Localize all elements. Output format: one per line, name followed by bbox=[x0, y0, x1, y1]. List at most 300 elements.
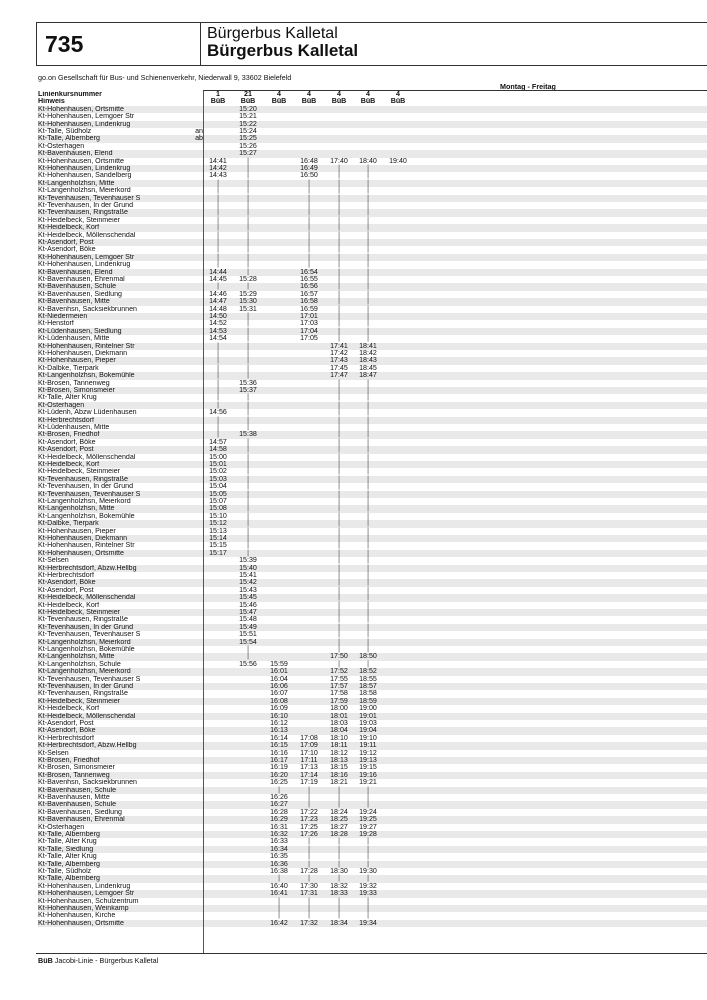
stop-name: Kt-Hohenhausen, Rintelner Str bbox=[38, 342, 135, 350]
pass-through-mark: | bbox=[338, 548, 340, 557]
pass-through-mark: | bbox=[367, 467, 369, 476]
departure-time: 19:34 bbox=[359, 918, 377, 927]
departure-time: 16:26 bbox=[270, 793, 288, 801]
pass-through-mark: | bbox=[338, 334, 340, 343]
departure-time: 17:04 bbox=[300, 326, 318, 335]
pass-through-mark: | bbox=[367, 326, 369, 335]
table-row bbox=[38, 394, 707, 401]
stop-name: Kt-Hohenhausen, Weinkamp bbox=[38, 905, 129, 912]
stop-name: Kt-Tevenhausen, In der Grund bbox=[38, 202, 134, 209]
table-row bbox=[38, 905, 707, 912]
pass-through-mark: | bbox=[278, 896, 280, 905]
pass-through-mark: | bbox=[338, 201, 340, 209]
departure-time: 14:43 bbox=[209, 171, 227, 180]
pass-through-mark: | bbox=[247, 400, 249, 409]
table-row bbox=[38, 239, 707, 246]
departure-time: 17:14 bbox=[300, 770, 318, 779]
run-note: BüB bbox=[360, 97, 376, 106]
departure-time: 18:03 bbox=[330, 719, 348, 727]
stop-name: Kt-Hohenhausen, Lindenkrug bbox=[38, 120, 131, 128]
departure-time: 16:10 bbox=[270, 711, 288, 720]
table-row bbox=[38, 135, 707, 142]
table-row bbox=[38, 417, 707, 424]
departure-time: 16:14 bbox=[270, 733, 288, 742]
pass-through-mark: | bbox=[367, 585, 369, 594]
pass-through-mark: | bbox=[338, 852, 340, 861]
departure-time: 17:10 bbox=[300, 748, 318, 757]
departure-time: 16:15 bbox=[270, 741, 288, 750]
stop-name: Kt-Hohenhausen, Lindenkrug bbox=[38, 261, 131, 269]
departure-time: 14:42 bbox=[209, 164, 227, 172]
stop-name: Kt-Hohenhausen, Lemgoer Str bbox=[38, 253, 135, 261]
pass-through-mark: | bbox=[367, 393, 369, 402]
table-row bbox=[38, 372, 707, 379]
pass-through-mark: | bbox=[367, 645, 369, 653]
pass-through-mark: | bbox=[338, 230, 340, 239]
departure-time: 18:16 bbox=[330, 770, 348, 779]
pass-through-mark: | bbox=[308, 230, 310, 239]
stop-name: Kt-Hohenhausen, Schulzentrum bbox=[38, 897, 139, 905]
table-row bbox=[38, 483, 707, 490]
pass-through-mark: | bbox=[247, 201, 249, 209]
pass-through-mark: | bbox=[247, 334, 249, 343]
stop-name: Kt-Talle, Albernberg bbox=[38, 831, 100, 838]
stop-name: Kt-Asendorf, Post bbox=[38, 239, 94, 246]
table-row bbox=[38, 890, 707, 897]
pass-through-mark: | bbox=[367, 334, 369, 343]
pass-through-mark: | bbox=[247, 312, 249, 320]
pass-through-mark: | bbox=[338, 630, 340, 639]
stop-name: Kt-Osterhagen bbox=[38, 142, 85, 150]
pass-through-mark: | bbox=[308, 245, 310, 254]
pass-through-mark: | bbox=[367, 408, 369, 417]
pass-through-mark: | bbox=[367, 282, 369, 291]
pass-through-mark: | bbox=[247, 215, 249, 224]
table-row bbox=[38, 172, 707, 179]
pass-through-mark: | bbox=[217, 215, 219, 224]
departure-time: 18:27 bbox=[330, 822, 348, 831]
pass-through-mark: | bbox=[247, 171, 249, 180]
stop-name: Kt-Tevenhausen, In der Grund bbox=[38, 483, 134, 491]
pass-through-mark: | bbox=[338, 252, 340, 261]
pass-through-mark: | bbox=[247, 511, 249, 520]
pass-through-mark: | bbox=[308, 201, 310, 209]
pass-through-mark: | bbox=[338, 785, 340, 794]
pass-through-mark: | bbox=[367, 896, 369, 905]
stop-name: Kt-Tevenhausen, Ringstraße bbox=[38, 475, 128, 483]
pass-through-mark: | bbox=[308, 193, 310, 202]
departure-time: 16:01 bbox=[270, 667, 288, 676]
stop-name: Kt-Bavenhsn, Sacksiekbrunnen bbox=[38, 305, 137, 313]
stop-name: Kt-Osterhagen bbox=[38, 401, 85, 409]
departure-time: 16:49 bbox=[300, 164, 318, 172]
departure-time: 19:25 bbox=[359, 815, 377, 824]
departure-time: 18:04 bbox=[330, 726, 348, 735]
departure-time: 15:45 bbox=[239, 593, 257, 602]
table-row bbox=[38, 846, 707, 853]
line-number: 735 bbox=[45, 31, 84, 57]
departure-time: 14:41 bbox=[209, 156, 227, 165]
run-number: 21 bbox=[244, 90, 252, 98]
departure-time: 16:12 bbox=[270, 719, 288, 727]
header-row-notes bbox=[38, 98, 707, 105]
departure-time: 16:58 bbox=[300, 297, 318, 306]
departure-time: 18:59 bbox=[359, 696, 377, 705]
pass-through-mark: | bbox=[338, 289, 340, 298]
table-row bbox=[38, 232, 707, 239]
pass-through-mark: | bbox=[308, 837, 310, 846]
stop-name: Kt-Brosen, Simonsmeier bbox=[38, 764, 115, 772]
table-row bbox=[38, 217, 707, 224]
pass-through-mark: | bbox=[338, 223, 340, 232]
pass-through-mark: | bbox=[308, 859, 310, 868]
table-row bbox=[38, 787, 707, 794]
stop-name: Kt-Talle, Alter Krug bbox=[38, 853, 97, 861]
stop-name: Kt-Tevenhausen, In der Grund bbox=[38, 683, 134, 690]
stop-name: Kt-Talle, Alter Krug bbox=[38, 394, 97, 402]
pass-through-mark: | bbox=[338, 645, 340, 653]
departure-time: 18:11 bbox=[330, 741, 348, 750]
departure-time: 14:48 bbox=[209, 304, 227, 313]
pass-through-mark: | bbox=[367, 489, 369, 498]
stop-name: Kt-Bavenhausen, Mitte bbox=[38, 794, 110, 801]
pass-through-mark: | bbox=[367, 837, 369, 846]
pass-through-mark: | bbox=[338, 556, 340, 565]
pass-through-mark: | bbox=[367, 859, 369, 868]
departure-time: 15:39 bbox=[239, 556, 257, 565]
pass-through-mark: | bbox=[367, 430, 369, 439]
table-row bbox=[38, 261, 707, 268]
pass-through-mark: | bbox=[247, 156, 249, 165]
departure-time: 15:41 bbox=[239, 571, 257, 579]
table-row bbox=[38, 461, 707, 468]
departure-time: 15:46 bbox=[239, 600, 257, 609]
pass-through-mark: | bbox=[367, 171, 369, 180]
pass-through-mark: | bbox=[367, 534, 369, 542]
stop-name: Kt-Asendorf, Böke bbox=[38, 438, 96, 446]
pass-through-mark: | bbox=[247, 437, 249, 446]
pass-through-mark: | bbox=[338, 615, 340, 624]
departure-time: 18:47 bbox=[359, 371, 377, 380]
table-row bbox=[38, 446, 707, 453]
departure-time: 17:25 bbox=[300, 822, 318, 831]
departure-time: 15:17 bbox=[209, 548, 227, 557]
table-row bbox=[38, 535, 707, 542]
pass-through-mark: | bbox=[247, 193, 249, 202]
pass-through-mark: | bbox=[367, 245, 369, 254]
departure-time: 18:24 bbox=[330, 807, 348, 816]
stop-name: Kt-Tevenhausen, In der Grund bbox=[38, 623, 134, 631]
pass-through-mark: | bbox=[367, 852, 369, 861]
departure-time: 14:52 bbox=[209, 319, 227, 328]
pass-through-mark: | bbox=[367, 578, 369, 587]
stop-name: Kt-Heidelbeck, Steinmeier bbox=[38, 609, 121, 616]
departure-time: 14:58 bbox=[209, 445, 227, 454]
pass-through-mark: | bbox=[217, 186, 219, 195]
stop-name: Kt-Langenholzhsn, Bokemühle bbox=[38, 646, 135, 653]
pass-through-mark: | bbox=[367, 386, 369, 394]
departure-time: 16:34 bbox=[270, 844, 288, 853]
departure-time: 17:41 bbox=[330, 341, 348, 350]
pass-through-mark: | bbox=[338, 874, 340, 883]
departure-time: 15:27 bbox=[239, 149, 257, 158]
stop-name: Kt-Asendorf, Post bbox=[38, 586, 94, 594]
departure-time: 17:42 bbox=[330, 349, 348, 357]
departure-time: 18:12 bbox=[330, 748, 348, 757]
stop-name: Kt-Bavenhausen, Elend bbox=[38, 150, 113, 158]
departure-time: 19:11 bbox=[359, 741, 377, 750]
departure-time: 15:38 bbox=[239, 430, 257, 439]
pass-through-mark: | bbox=[367, 563, 369, 572]
pass-through-mark: | bbox=[338, 911, 340, 920]
table-row bbox=[38, 306, 707, 313]
pass-through-mark: | bbox=[338, 245, 340, 254]
pass-through-mark: | bbox=[217, 393, 219, 402]
pass-through-mark: | bbox=[247, 445, 249, 454]
stop-name: Kt-Lüdenh, Abzw Lüdenhausen bbox=[38, 409, 137, 417]
run-number: 1 bbox=[216, 90, 220, 98]
stop-name: Kt-Brosen, Friedhof bbox=[38, 757, 100, 764]
table-row bbox=[38, 254, 707, 261]
run-number: 4 bbox=[337, 90, 341, 98]
pass-through-mark: | bbox=[338, 859, 340, 868]
table-row bbox=[38, 187, 707, 194]
departure-time: 14:44 bbox=[209, 267, 227, 276]
departure-time: 18:30 bbox=[330, 867, 348, 875]
pass-through-mark: | bbox=[338, 837, 340, 846]
departure-time: 18:52 bbox=[359, 667, 377, 676]
departure-time: 14:53 bbox=[209, 326, 227, 335]
pass-through-mark: | bbox=[308, 874, 310, 883]
departure-time: 17:50 bbox=[330, 652, 348, 661]
departure-time: 19:40 bbox=[389, 156, 407, 165]
departure-time: 19:28 bbox=[359, 830, 377, 838]
stop-name: Kt-Langenholzhsn, Bokemühle bbox=[38, 372, 135, 380]
pass-through-mark: | bbox=[308, 904, 310, 912]
table-row bbox=[38, 387, 707, 394]
table-row bbox=[38, 165, 707, 172]
table-row bbox=[38, 106, 707, 113]
departure-time: 15:03 bbox=[209, 474, 227, 483]
departure-time: 17:11 bbox=[300, 756, 318, 764]
stop-name: Kt-Heidelbeck, Möllenschendal bbox=[38, 594, 136, 602]
arrival-departure-mark: an bbox=[195, 127, 203, 135]
table-row bbox=[38, 283, 707, 290]
pass-through-mark: | bbox=[247, 452, 249, 461]
pass-through-mark: | bbox=[338, 585, 340, 594]
table-row bbox=[38, 468, 707, 475]
pass-through-mark: | bbox=[217, 230, 219, 239]
stop-name: Kt-Hohenhausen, Diekmann bbox=[38, 350, 128, 357]
pass-through-mark: | bbox=[338, 275, 340, 283]
departure-time: 16:55 bbox=[300, 275, 318, 283]
pass-through-mark: | bbox=[338, 497, 340, 505]
table-row bbox=[38, 246, 707, 253]
departure-time: 18:13 bbox=[330, 756, 348, 764]
note-label: Hinweis bbox=[38, 98, 65, 106]
stop-name: Kt-Herbrechtsdorf bbox=[38, 416, 94, 424]
stop-name: Kt-Brosen, Tannenweg bbox=[38, 379, 110, 387]
departure-time: 19:21 bbox=[359, 778, 377, 787]
pass-through-mark: | bbox=[278, 904, 280, 912]
stop-name: Kt-Bavenhausen, Mitte bbox=[38, 298, 110, 306]
pass-through-mark: | bbox=[247, 548, 249, 557]
pass-through-mark: | bbox=[367, 223, 369, 232]
stop-name: Kt-Brosen, Simonsmeier bbox=[38, 387, 115, 394]
table-row bbox=[38, 594, 707, 601]
pass-through-mark: | bbox=[217, 363, 219, 372]
pass-through-mark: | bbox=[217, 356, 219, 365]
departure-time: 15:47 bbox=[239, 608, 257, 616]
pass-through-mark: | bbox=[308, 896, 310, 905]
pass-through-mark: | bbox=[217, 178, 219, 187]
departure-time: 15:15 bbox=[209, 541, 227, 550]
run-number: 4 bbox=[396, 90, 400, 98]
pass-through-mark: | bbox=[367, 423, 369, 431]
departure-time: 18:58 bbox=[359, 689, 377, 698]
pass-through-mark: | bbox=[338, 452, 340, 461]
pass-through-mark: | bbox=[247, 164, 249, 172]
stop-name: Kt-Langenholzhsn, Mitte bbox=[38, 505, 115, 513]
departure-time: 16:09 bbox=[270, 704, 288, 713]
stop-name: Kt-Bavenhausen, Schule bbox=[38, 786, 117, 794]
pass-through-mark: | bbox=[367, 193, 369, 202]
stop-name: Kt-Talle, Südholz bbox=[38, 128, 92, 135]
run-note: BüB bbox=[210, 97, 226, 106]
pass-through-mark: | bbox=[338, 304, 340, 313]
departure-time: 17:26 bbox=[300, 830, 318, 838]
pass-through-mark: | bbox=[247, 230, 249, 239]
pass-through-mark: | bbox=[338, 541, 340, 550]
departure-time: 19:03 bbox=[359, 719, 377, 727]
departure-time: 14:56 bbox=[209, 408, 227, 417]
stop-name: Kt-Tevenhausen, Tevenhauser S bbox=[38, 675, 141, 683]
stop-name: Kt-Niedermeien bbox=[38, 313, 88, 320]
departure-time: 17:13 bbox=[300, 763, 318, 772]
pass-through-mark: | bbox=[338, 400, 340, 409]
stop-name: Kt-Heidelbeck, Korf bbox=[38, 601, 100, 609]
departure-time: 15:25 bbox=[239, 134, 257, 143]
pass-through-mark: | bbox=[247, 186, 249, 195]
pass-through-mark: | bbox=[308, 178, 310, 187]
stop-name: Kt-Asendorf, Böke bbox=[38, 727, 96, 735]
stop-name: Kt-Heidelbeck, Steinmeier bbox=[38, 216, 121, 224]
pass-through-mark: | bbox=[338, 460, 340, 468]
pass-through-mark: | bbox=[338, 526, 340, 535]
stop-name: Kt-Bavenhausen, Siedlung bbox=[38, 290, 123, 298]
departure-time: 17:19 bbox=[300, 778, 318, 787]
stop-name: Kt-Heidelbeck, Korf bbox=[38, 461, 100, 468]
pass-through-mark: | bbox=[217, 415, 219, 424]
stop-name: Kt-Brosen, Friedhof bbox=[38, 431, 100, 439]
pass-through-mark: | bbox=[247, 482, 249, 491]
departure-time: 14:50 bbox=[209, 312, 227, 320]
pass-through-mark: | bbox=[247, 534, 249, 542]
departure-time: 15:26 bbox=[239, 141, 257, 150]
stop-name: Kt-Herbrechtsdorf bbox=[38, 734, 94, 742]
run-number: 4 bbox=[277, 90, 281, 98]
departure-time: 15:29 bbox=[239, 289, 257, 298]
pass-through-mark: | bbox=[247, 489, 249, 498]
departure-time: 16:08 bbox=[270, 696, 288, 705]
departure-time: 16:17 bbox=[270, 756, 288, 764]
departure-time: 17:55 bbox=[330, 674, 348, 683]
pass-through-mark: | bbox=[308, 800, 310, 809]
pass-through-mark: | bbox=[247, 467, 249, 476]
departure-time: 17:09 bbox=[300, 741, 318, 750]
departure-time: 15:28 bbox=[239, 275, 257, 283]
departure-time: 16:16 bbox=[270, 748, 288, 757]
departure-time: 16:32 bbox=[270, 830, 288, 838]
pass-through-mark: | bbox=[278, 911, 280, 920]
stop-name: Kt-Langenholzhsn, Meierkord bbox=[38, 187, 131, 195]
departure-time: 14:57 bbox=[209, 437, 227, 446]
stop-name: Kt-Henstorf bbox=[38, 320, 74, 328]
departure-time: 17:01 bbox=[300, 312, 318, 320]
pass-through-mark: | bbox=[338, 800, 340, 809]
table-row bbox=[38, 276, 707, 283]
table-row bbox=[38, 853, 707, 860]
pass-through-mark: | bbox=[367, 275, 369, 283]
departure-time: 17:23 bbox=[300, 815, 318, 824]
table-row bbox=[38, 209, 707, 216]
pass-through-mark: | bbox=[217, 260, 219, 269]
pass-through-mark: | bbox=[278, 785, 280, 794]
stop-name: Kt-Hohenhausen, Kirche bbox=[38, 912, 116, 920]
pass-through-mark: | bbox=[247, 363, 249, 372]
stop-name: Kt-Tevenhausen, Tevenhauser S bbox=[38, 631, 141, 639]
departure-time: 18:42 bbox=[359, 349, 377, 357]
stop-name: Kt-Hohenhausen, Sandelberg bbox=[38, 172, 132, 180]
stop-name: Kt-Herbrechtsdorf bbox=[38, 572, 94, 579]
departure-time: 14:45 bbox=[209, 275, 227, 283]
departure-time: 16:38 bbox=[270, 867, 288, 875]
departure-time: 15:12 bbox=[209, 519, 227, 528]
departure-time: 17:57 bbox=[330, 682, 348, 690]
departure-time: 16:56 bbox=[300, 282, 318, 291]
departure-time: 19:10 bbox=[359, 733, 377, 742]
pass-through-mark: | bbox=[247, 541, 249, 550]
pass-through-mark: | bbox=[338, 378, 340, 387]
departure-time: 15:07 bbox=[209, 497, 227, 505]
departure-time: 16:04 bbox=[270, 674, 288, 683]
departure-time: 15:22 bbox=[239, 119, 257, 128]
departure-time: 16:28 bbox=[270, 807, 288, 816]
pass-through-mark: | bbox=[367, 289, 369, 298]
pass-through-mark: | bbox=[367, 297, 369, 306]
pass-through-mark: | bbox=[367, 911, 369, 920]
pass-through-mark: | bbox=[247, 252, 249, 261]
pass-through-mark: | bbox=[367, 785, 369, 794]
pass-through-mark: | bbox=[367, 312, 369, 320]
pass-through-mark: | bbox=[367, 637, 369, 646]
stop-name: Kt-Selsen bbox=[38, 749, 69, 757]
pass-through-mark: | bbox=[367, 437, 369, 446]
departure-time: 17:08 bbox=[300, 733, 318, 742]
stop-name: Kt-Herbrechtsdorf, Abzw.Hellbg bbox=[38, 742, 137, 750]
pass-through-mark: | bbox=[338, 608, 340, 616]
pass-through-mark: | bbox=[367, 519, 369, 528]
stop-name: Kt-Hohenhausen, Ortsmitte bbox=[38, 105, 124, 113]
table-row bbox=[38, 542, 707, 549]
pass-through-mark: | bbox=[367, 215, 369, 224]
pass-through-mark: | bbox=[217, 341, 219, 350]
table-row bbox=[38, 831, 707, 838]
departure-time: 15:36 bbox=[239, 378, 257, 387]
departure-time: 15:10 bbox=[209, 511, 227, 520]
table-row bbox=[38, 224, 707, 231]
pass-through-mark: | bbox=[308, 215, 310, 224]
